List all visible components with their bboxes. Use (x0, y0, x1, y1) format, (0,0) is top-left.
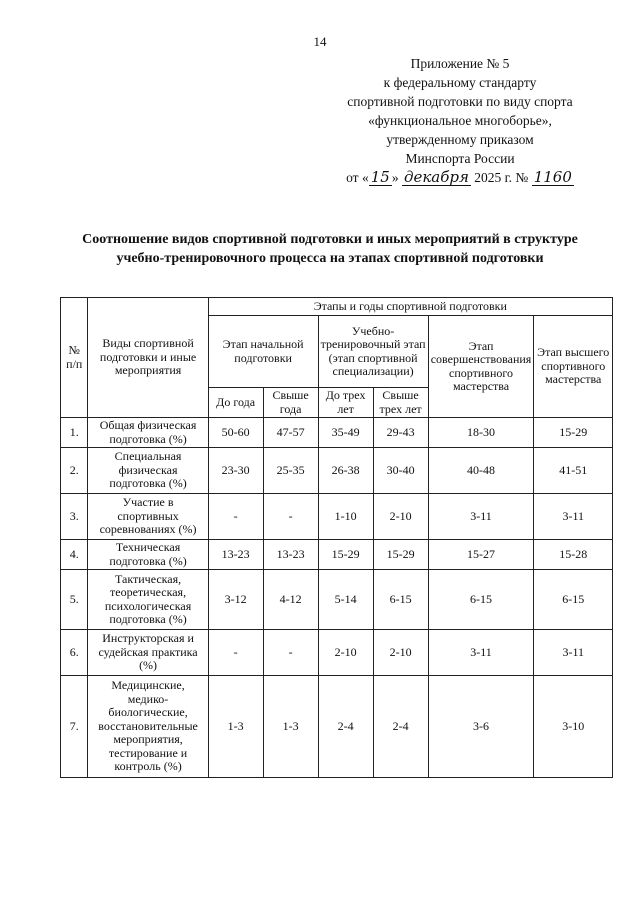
row-kind: Техническая подготовка (%) (88, 540, 208, 570)
order-line (330, 168, 590, 187)
appendix-line: Минспорта России (405, 151, 515, 166)
cell-value: 47-57 (263, 418, 318, 448)
cell-value: 2-10 (373, 494, 428, 540)
header-num: № п/п (61, 298, 88, 418)
title-line-2: учебно-тренировочного процесса на этапах спортивной подготовки (116, 251, 544, 266)
table-row (61, 448, 613, 494)
table-row (61, 494, 613, 540)
row-kind: Медицинские, медико-биологические, восстановительные мероприятия, тестирование и контроль (%) (88, 676, 208, 778)
row-num: 7. (61, 676, 88, 778)
row-num: 1. (61, 418, 88, 448)
cell-value: 2-4 (373, 676, 428, 778)
cell-value: 29-43 (373, 418, 428, 448)
cell-value: 50-60 (208, 418, 263, 448)
cell-value: 6-15 (428, 570, 534, 630)
cell-value: 3-11 (534, 494, 613, 540)
cell-value: - (208, 630, 263, 676)
cell-value: 3-12 (208, 570, 263, 630)
row-kind: Инструкторская и судейская практика (%) (88, 630, 208, 676)
cell-value: 3-6 (428, 676, 534, 778)
row-kind: Тактическая, теоретическая, психологическая подготовка (%) (88, 570, 208, 630)
cell-value: 26-38 (318, 448, 373, 494)
cell-value: 23-30 (208, 448, 263, 494)
cell-value: 15-29 (318, 540, 373, 570)
appendix-line: «функциональное многоборье», (368, 113, 552, 128)
header-highest-stage: Этап высшего спортивного мастерства (534, 316, 613, 418)
row-kind: Общая физическая подготовка (%) (88, 418, 208, 448)
row-num: 4. (61, 540, 88, 570)
cell-value: 13-23 (208, 540, 263, 570)
header-initial-stage: Этап начальной подготовки (208, 316, 318, 388)
cell-value: 35-49 (318, 418, 373, 448)
appendix-line: к федеральному стандарту (383, 75, 537, 90)
cell-value: 18-30 (428, 418, 534, 448)
header-improvement-stage: Этап совершенствования спортивного мастерства (428, 316, 534, 418)
order-prefix: от « (346, 170, 369, 185)
cell-value: 30-40 (373, 448, 428, 494)
header-up-to-3-years: До трех лет (318, 388, 373, 418)
cell-value: 3-11 (534, 630, 613, 676)
title-line-1: Соотношение видов спортивной подготовки и иных мероприятий в структуре (82, 232, 578, 247)
cell-value: 6-15 (534, 570, 613, 630)
cell-value: 15-29 (534, 418, 613, 448)
cell-value: 6-15 (373, 570, 428, 630)
cell-value: - (208, 494, 263, 540)
header-over-year: Свыше года (263, 388, 318, 418)
header-training-stage: Учебно-тренировочный этап (этап спортивной специализации) (318, 316, 428, 388)
appendix-line: спортивной подготовки по виду спорта (347, 94, 573, 109)
cell-value: 4-12 (263, 570, 318, 630)
cell-value: 3-10 (534, 676, 613, 778)
row-num: 6. (61, 630, 88, 676)
cell-value: 2-10 (318, 630, 373, 676)
cell-value: 13-23 (263, 540, 318, 570)
cell-value: 1-3 (208, 676, 263, 778)
row-num: 5. (61, 570, 88, 630)
training-ratio-table (60, 297, 613, 778)
table-row (61, 676, 613, 778)
cell-value: - (263, 630, 318, 676)
cell-value: 25-35 (263, 448, 318, 494)
order-month: декабря (403, 168, 469, 186)
cell-value: 1-3 (263, 676, 318, 778)
cell-value: 2-10 (373, 630, 428, 676)
cell-value: 15-28 (534, 540, 613, 570)
table-row (61, 630, 613, 676)
cell-value: 2-4 (318, 676, 373, 778)
header-kind: Виды спортивной подготовки и иные мероприятия (88, 298, 208, 418)
cell-value: 40-48 (428, 448, 534, 494)
header-over-3-years: Свыше трех лет (373, 388, 428, 418)
cell-value: - (263, 494, 318, 540)
cell-value: 1-10 (318, 494, 373, 540)
header-up-to-year: До года (208, 388, 263, 418)
row-kind: Специальная физическая подготовка (%) (88, 448, 208, 494)
header-stages-group: Этапы и годы спортивной подготовки (208, 298, 612, 316)
cell-value: 3-11 (428, 494, 534, 540)
cell-value: 15-27 (428, 540, 534, 570)
order-number: 1160 (533, 168, 572, 186)
row-num: 3. (61, 494, 88, 540)
cell-value: 41-51 (534, 448, 613, 494)
table-row (61, 418, 613, 448)
page-number: 14 (313, 34, 327, 49)
cell-value: 15-29 (373, 540, 428, 570)
appendix-block (330, 54, 590, 187)
table-row (61, 570, 613, 630)
row-kind: Участие в спортивных соревнованиях (%) (88, 494, 208, 540)
row-num: 2. (61, 448, 88, 494)
order-year: 2025 г. № (474, 170, 529, 185)
order-day: 15 (370, 168, 390, 186)
appendix-line: утвержденному приказом (386, 132, 534, 147)
cell-value: 3-11 (428, 630, 534, 676)
cell-value: 5-14 (318, 570, 373, 630)
document-title (40, 230, 620, 268)
order-mid: » (391, 170, 399, 185)
appendix-line: Приложение № 5 (410, 56, 510, 71)
table-row (61, 540, 613, 570)
